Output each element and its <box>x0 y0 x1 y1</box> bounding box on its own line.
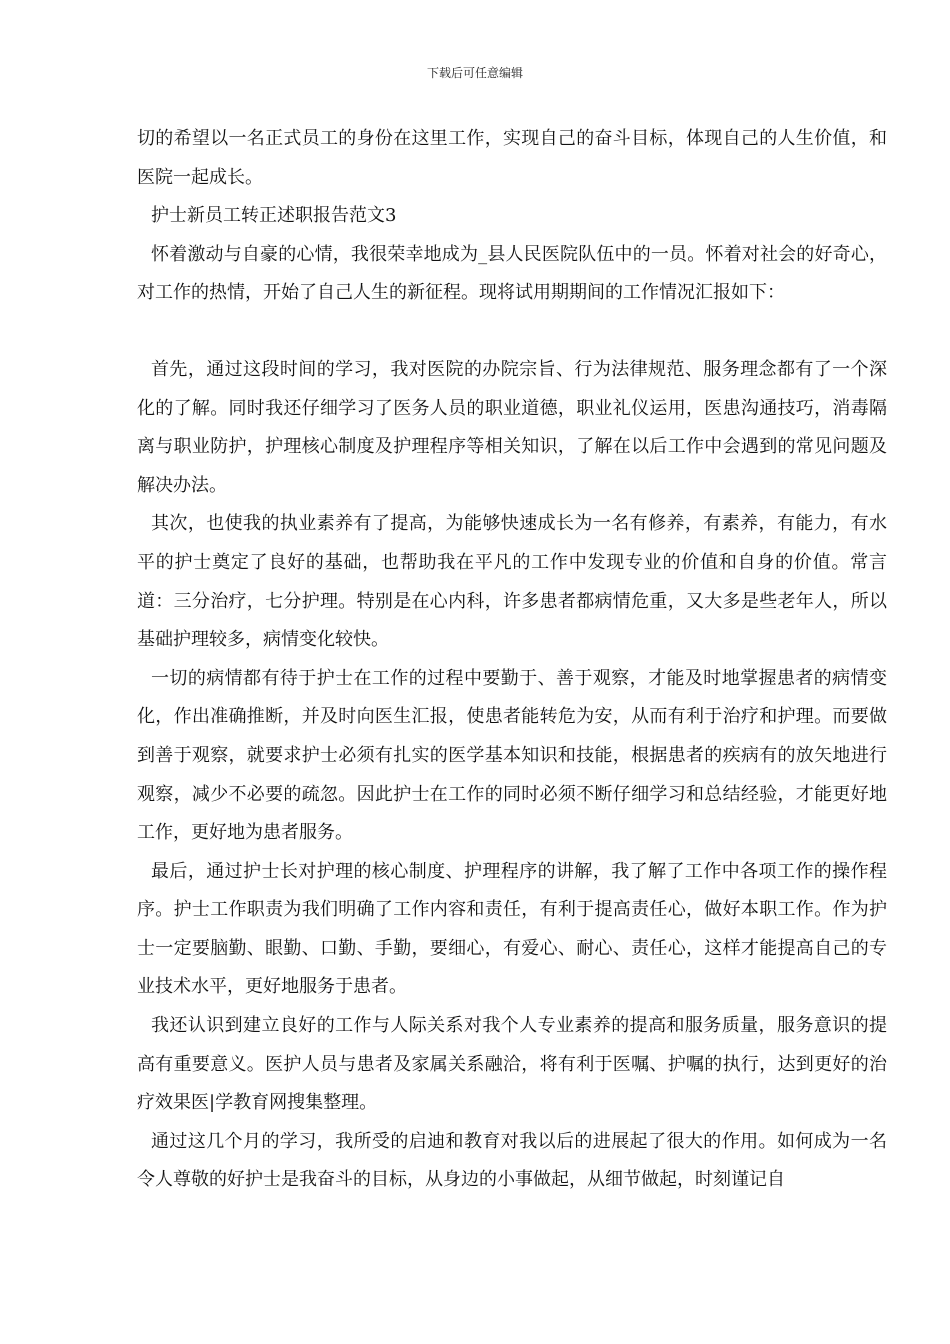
section-title: 护士新员工转正述职报告范文3 <box>151 205 397 227</box>
page-header-note: 下载后可任意编辑 <box>426 66 523 80</box>
paragraph-relations: 我还认识到建立良好的工作与人际关系对我个人专业素养的提高和服务质量，服务意识的提高有重要意义。医护人员与患者及家属关系融洽，将有利于医嘱、护嘱的执行，达到更好的治疗效果医|学教育网搜集整理。 <box>137 1015 887 1114</box>
document-body <box>137 120 887 1200</box>
paragraph-first: 首先，通过这段时间的学习，我对医院的办院宗旨、行为法律规范、服务理念都有了一个深化的了解。同时我还仔细学习了医务人员的职业道德，职业礼仪运用，医患沟通技巧，消毒隔离与职业防护，护理核心制度及护理程序等相关知识，了解在以后工作中会遇到的常见问题及解决办法。 <box>137 358 887 496</box>
paragraph-closing: 通过这几个月的学习，我所受的启迪和教育对我以后的进展起了很大的作用。如何成为一名令人尊敬的好护士是我奋斗的目标，从身边的小事做起，从细节做起，时刻谨记自 <box>137 1130 887 1191</box>
paragraph-observation: 一切的病情都有待于护士在工作的过程中要勤于、善于观察，才能及时地掌握患者的病情变化，作出准确推断，并及时向医生汇报，使患者能转危为安，从而有利于治疗和护理。而要做到善于观察，就要求护士必须有扎实的医学基本知识和技能，根据患者的疾病有的放矢地进行观察，减少不必要的疏忽。因此护士在工作的同时必须不断仔细学习和总结经验，才能更好地工作，更好地为患者服务。 <box>137 667 887 844</box>
paragraph-finally: 最后，通过护士长对护理的核心制度、护理程序的讲解，我了解了工作中各项工作的操作程序。护士工作职责为我们明确了工作内容和责任，有利于提高责任心，做好本职工作。作为护士一定要脑勤、眼勤、口勤、手勤，要细心，有爱心、耐心、责任心，这样才能提高自己的专业技术水平，更好地服务于患者。 <box>137 860 887 998</box>
paragraph-intro: 怀着激动与自豪的心情，我很荣幸地成为_县人民医院队伍中的一员。怀着对社会的好奇心，对工作的热情，开始了自己人生的新征程。现将试用期期间的工作情况汇报如下： <box>137 243 887 304</box>
paragraph-continuation: 切的希望以一名正式员工的身份在这里工作，实现自己的奋斗目标，体现自己的人生价值，和医院一起成长。 <box>137 128 887 188</box>
paragraph-second: 其次，也使我的执业素养有了提高，为能够快速成长为一名有修养，有素养，有能力，有水平的护士奠定了良好的基础，也帮助我在平凡的工作中发现专业的价值和自身的价值。常言道：三分治疗，七分护理。特别是在心内科，许多患者都病情危重，又大多是些老年人，所以基础护理较多，病情变化较快。 <box>137 513 887 651</box>
